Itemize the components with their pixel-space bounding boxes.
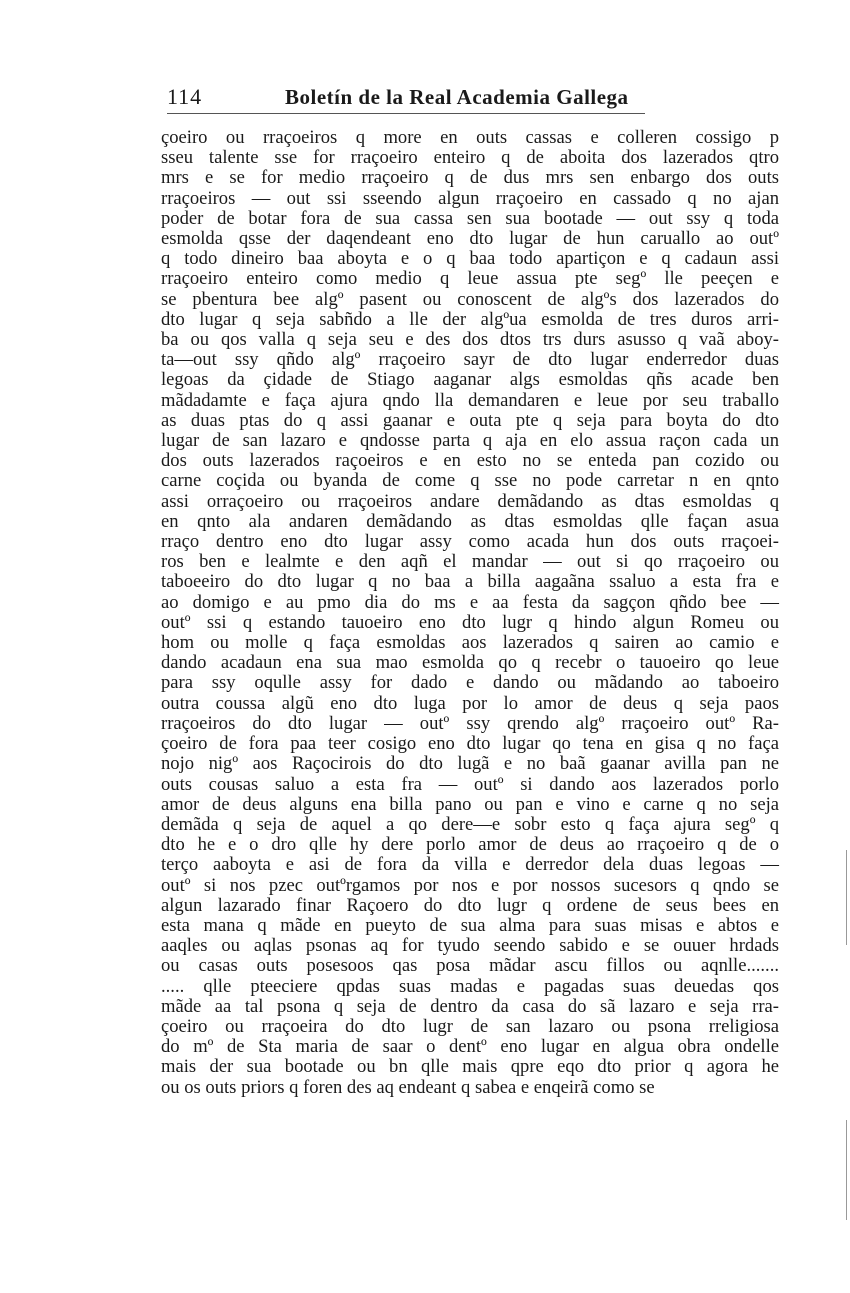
text-line: carne coçida ou byanda de come q sse no pode carretar n en qnto <box>161 470 779 492</box>
text-line: dando acadaun ena sua mao esmolda qo q recebr o tauoeiro qo leue <box>161 652 779 674</box>
margin-mark <box>846 850 847 945</box>
text-line: ta—out ssy qñdo algº rraçoeiro sayr de dto lugar enderredor duas <box>161 349 779 371</box>
text-line: as duas ptas do q assi gaanar e outa pte q seja para boyta do dto <box>161 409 779 431</box>
text-line: sseu talente sse for rraçoeiro enteiro q de aboita dos lazerados qtro <box>161 147 779 169</box>
text-line: outs cousas saluo a esta fra — outº si dando aos lazerados porlo <box>161 773 779 795</box>
page-number: 114 <box>167 84 203 109</box>
text-line: poder de botar fora de sua cassa sen sua bootade — out ssy q toda <box>161 207 779 229</box>
text-line: taboeeiro do dto lugar q no baa a billa aagaãna ssaluo a esta fra e <box>161 571 779 593</box>
text-line: nojo nigº aos Raçocirois do dto lugã e no baã gaanar avilla pan ne <box>161 753 779 775</box>
text-line: mãde aa tal psona q seja de dentro da casa do sã lazaro e seja rra- <box>161 995 779 1017</box>
text-line: algun lazarado finar Raçoero do dto lugr q ordene de seus bees en <box>161 894 779 916</box>
text-line: ao domigo e au pmo dia do ms e aa festa da sagçon qñdo bee — <box>161 591 779 613</box>
text-line: legoas da çidade de Stiago aaganar algs esmoldas qñs acade ben <box>161 369 779 391</box>
running-title: Boletín de la Real Academia Gallega <box>285 85 629 109</box>
text-line: rraçoeiros do dto lugar — outº ssy qrendo algº rraçoeiro outº Ra- <box>161 712 779 734</box>
text-line: aaqles ou aqlas psonas aq for tyudo seendo sabido e se ouuer hrdads <box>161 935 779 957</box>
text-line: para ssy oqulle assy for dado e dando ou mãdando ao taboeiro <box>161 672 779 694</box>
text-line: ou os outs priors q foren des aq endeant q sabea e enqeirã como se <box>161 1076 655 1098</box>
margin-mark <box>846 1120 847 1220</box>
text-line: mais der sua bootade ou bn qlle mais qpre eqo dto prior q agora he <box>161 1056 779 1078</box>
text-line: ros ben e lealmte e den aqñ el mandar — out si qo rraçoeiro ou <box>161 551 779 573</box>
text-line: esmolda qsse der daqendeant eno dto lugar de hun caruallo ao outº <box>161 228 779 250</box>
text-line: se pbentura bee algº pasent ou conoscent de algºs dos lazerados do <box>161 288 779 310</box>
text-line: ..... qlle pteeciere qpdas suas madas e pagadas suas deuedas qos <box>161 975 779 997</box>
text-line: outº ssi q estando tauoeiro eno dto lugr q hindo algun Romeu ou <box>161 611 779 633</box>
text-line: outra coussa algũ eno dto luga por lo amor de deus q seja paos <box>161 692 779 714</box>
text-line: esta mana q mãde en pueyto de sua alma para suas misas e abtos e <box>161 914 779 936</box>
page-header <box>167 84 647 110</box>
text-line: mãdadamte e faça ajura qndo lla demandaren e leue por seu traballo <box>161 389 779 411</box>
text-line: mrs e se for medio rraçoeiro q de dus mrs sen enbargo dos outs <box>161 167 779 189</box>
text-line: lugar de san lazaro e qndosse parta q aja en elo assua raçon cada un <box>161 430 779 452</box>
text-line: çoeiro de fora paa teer cosigo eno dto lugar qo tena en gisa q no faça <box>161 733 779 755</box>
text-line: dto he e o dro qlle hy dere porlo amor de deus ao rraçoeiro q de o <box>161 834 779 856</box>
text-line: outº si nos pzec outºrgamos por nos e por nossos sucesors q qndo se <box>161 874 779 896</box>
text-line: q todo dineiro baa aboyta e o q baa todo apartiçon e q cadaun assi <box>161 248 779 270</box>
text-line: dos outs lazerados raçoeiros e en esto no se enteda pan cozido ou <box>161 450 779 472</box>
text-line: hom ou molle q faça esmoldas aos lazerados q sairen ao camio e <box>161 632 779 654</box>
text-line: amor de deus alguns ena billa pano ou pan e vino e carne q no seja <box>161 793 779 815</box>
text-line: assi orraçoeiro ou rraçoeiros andare demãdando as dtas esmoldas q <box>161 490 779 512</box>
text-line: çoeiro ou rraçoeiros q more en outs cassas e colleren cossigo p <box>161 127 779 148</box>
text-line: ou casas outs posesoos qas posa mãdar ascu fillos ou aqnlle....... <box>161 955 779 977</box>
text-line: terço aaboyta e asi de fora da villa e derredor dela duas legoas — <box>161 854 779 876</box>
text-line: rraçoeiros — out ssi sseendo algun rraçoeiro en cassado q no ajan <box>161 187 779 209</box>
text-line: dto lugar q seja sabñdo a lle der algºua esmolda de tres duros arri- <box>161 308 779 330</box>
text-line: çoeiro ou rraçoeira do dto lugr de san lazaro ou psona rreligiosa <box>161 1015 779 1037</box>
text-line: rraço dentro eno dto lugar assy como acada hun dos outs rraçoei- <box>161 531 779 553</box>
body-text <box>161 128 779 1098</box>
header-rule <box>167 113 645 114</box>
text-line: demãda q seja de aquel a qo dere—e sobr esto q faça ajura segº q <box>161 813 779 835</box>
text-line: do mº de Sta maria de saar o dentº eno lugar en algua obra ondelle <box>161 1036 779 1058</box>
text-line: rraçoeiro enteiro como medio q leue assua pte segº lle peeçen e <box>161 268 779 290</box>
text-line: en qnto ala andaren demãdando as dtas esmoldas qlle façan asua <box>161 510 779 532</box>
text-line: ba ou qos valla q seja seu e des dos dtos trs durs asusso q vaã aboy- <box>161 329 779 351</box>
